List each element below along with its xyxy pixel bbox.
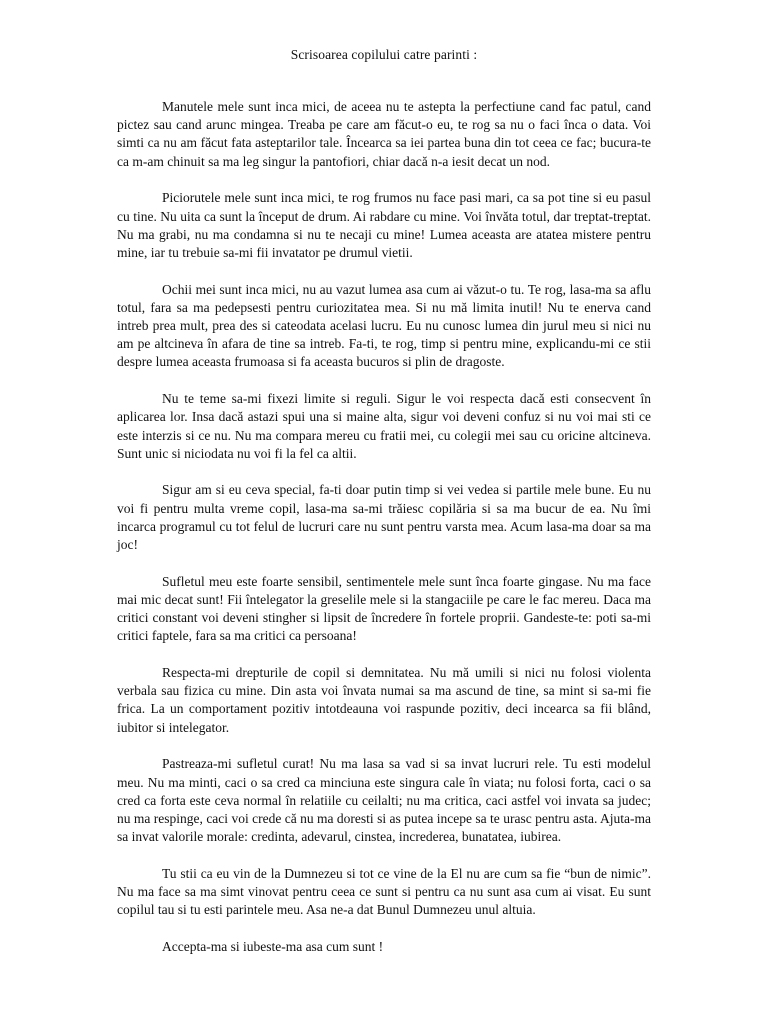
- paragraph-7: Respecta-mi drepturile de copil si demnitatea. Nu mă umili si nici nu folosi violenta verbala sau fizica cu mine. Din asta voi învata numai sa ma ascund de tine, sa mint si sa-mi fie frica. La un comportament pozitiv intotdeauna voi raspunde pozitiv, deci incearca sa fii blând, iubitor si intelegator.: [117, 665, 651, 735]
- paragraph-3: Ochii mei sunt inca mici, nu au vazut lumea asa cum ai văzut-o tu. Te rog, lasa-ma sa aflu totul, fara sa ma pedepsesti pentru curiozitatea mea. Si nu mă limita inutil! Nu te enerva cand intreb prea mult, prea des si cateodata acelasi lucru. Eu nu cunosc lumea din jurul meu si nici nu am pe altcineva în afara de tine sa intreb. Fa-ti, te rog, timp si pentru mine, explicandu-mi ce stii despre lumea aceasta frumoasa si fa aceasta bucuros si plin de dragoste.: [117, 281, 651, 370]
- paragraph-1: Manutele mele sunt inca mici, de aceea nu te astepta la perfectiune cand fac patul, cand pictez sau cand arunc mingea. Treaba pe care am făcut-o eu, te rog sa nu o faci înca o data. Voi simti ca nu am făcut fata asteptarilor tale. Încearca sa iei partea buna din tot ceea ce fac; bucura-te ca m-am chinuit sa ma leg singur la pantofiori, chiar dacă n-a iesit decat un nod.: [117, 99, 651, 169]
- closing-line: Accepta-ma si iubeste-ma asa cum sunt !: [162, 939, 384, 955]
- paragraph-6: Sufletul meu este foarte sensibil, sentimentele mele sunt înca foarte gingase. Nu ma face mai mic decat sunt! Fii întelegator la greselile mele si la stangaciile pe care le fac mereu. Daca ma critici constant voi deveni stingher si lipsit de încredere în fortele proprii. Gandeste-te: poti sa-mi critici faptele, fara sa ma critici ca persoana!: [117, 573, 651, 644]
- paragraph-4: Nu te teme sa-mi fixezi limite si reguli. Sigur le voi respecta dacă esti consecvent în aplicarea lor. Insa dacă astazi spui una si maine alta, sigur voi deveni confuz si nu voi mai sti ce este interzis si ce nu. Nu ma compara mereu cu fratii mei, cu colegii mei sau cu oricine altcineva. Sunt unic si niciodata nu voi fi la fel ca altii.: [117, 391, 651, 461]
- paragraph-2: Piciorutele mele sunt inca mici, te rog frumos nu face pasi mari, ca sa pot tine si eu pasul cu tine. Nu uita ca sunt la început de drum. Ai rabdare cu mine. Voi învăta totul, dar treptat-treptat. Nu ma grabi, nu ma condamna si nu te necaji cu mine! Lumea aceasta are atatea mistere pentru mine, iar tu trebuie sa-mi fii invatator pe drumul vietii.: [117, 190, 651, 260]
- document-page: [117, 46, 651, 956]
- paragraph-5: Sigur am si eu ceva special, fa-ti doar putin timp si vei vedea si partile mele bune. Eu nu voi fi pentru multa vreme copil, lasa-ma sa-mi trăiesc copilăria si sa ma bucur de ea. Nu îmi incarca programul cu tot felul de lucruri care nu sunt pentru varsta mea. Acum lasa-ma doar sa ma joc!: [117, 482, 651, 553]
- paragraph-9: Tu stii ca eu vin de la Dumnezeu si tot ce vine de la El nu are cum sa fie “bun de nimic”. Nu ma face sa ma simt vinovat pentru ceea ce sunt si pentru ca nu sunt asa cum ai visat. Eu sunt copilul tau si tu esti parintele meu. Asa ne-a dat Bunul Dumnezeu unul altuia.: [117, 865, 651, 918]
- paragraph-8: Pastreaza-mi sufletul curat! Nu ma lasa sa vad si sa invat lucruri rele. Tu esti modelul meu. Nu ma minti, caci o sa cred ca minciuna este singura cale în viata; nu folosi forta, caci o sa cred ca forta este ceva normal în relatiile cu ceilalti; nu ma critica, caci astfel voi invata sa judec; nu ma respinge, caci voi crede că nu ma doresti si as putea incepe sa te urasc pentru asta. Ajuta-ma sa invat valorile morale: credinta, adevarul, cinstea, increderea, bunatatea, iubirea.: [117, 756, 651, 845]
- document-title: Scrisoarea copilului catre parinti :: [290, 47, 478, 62]
